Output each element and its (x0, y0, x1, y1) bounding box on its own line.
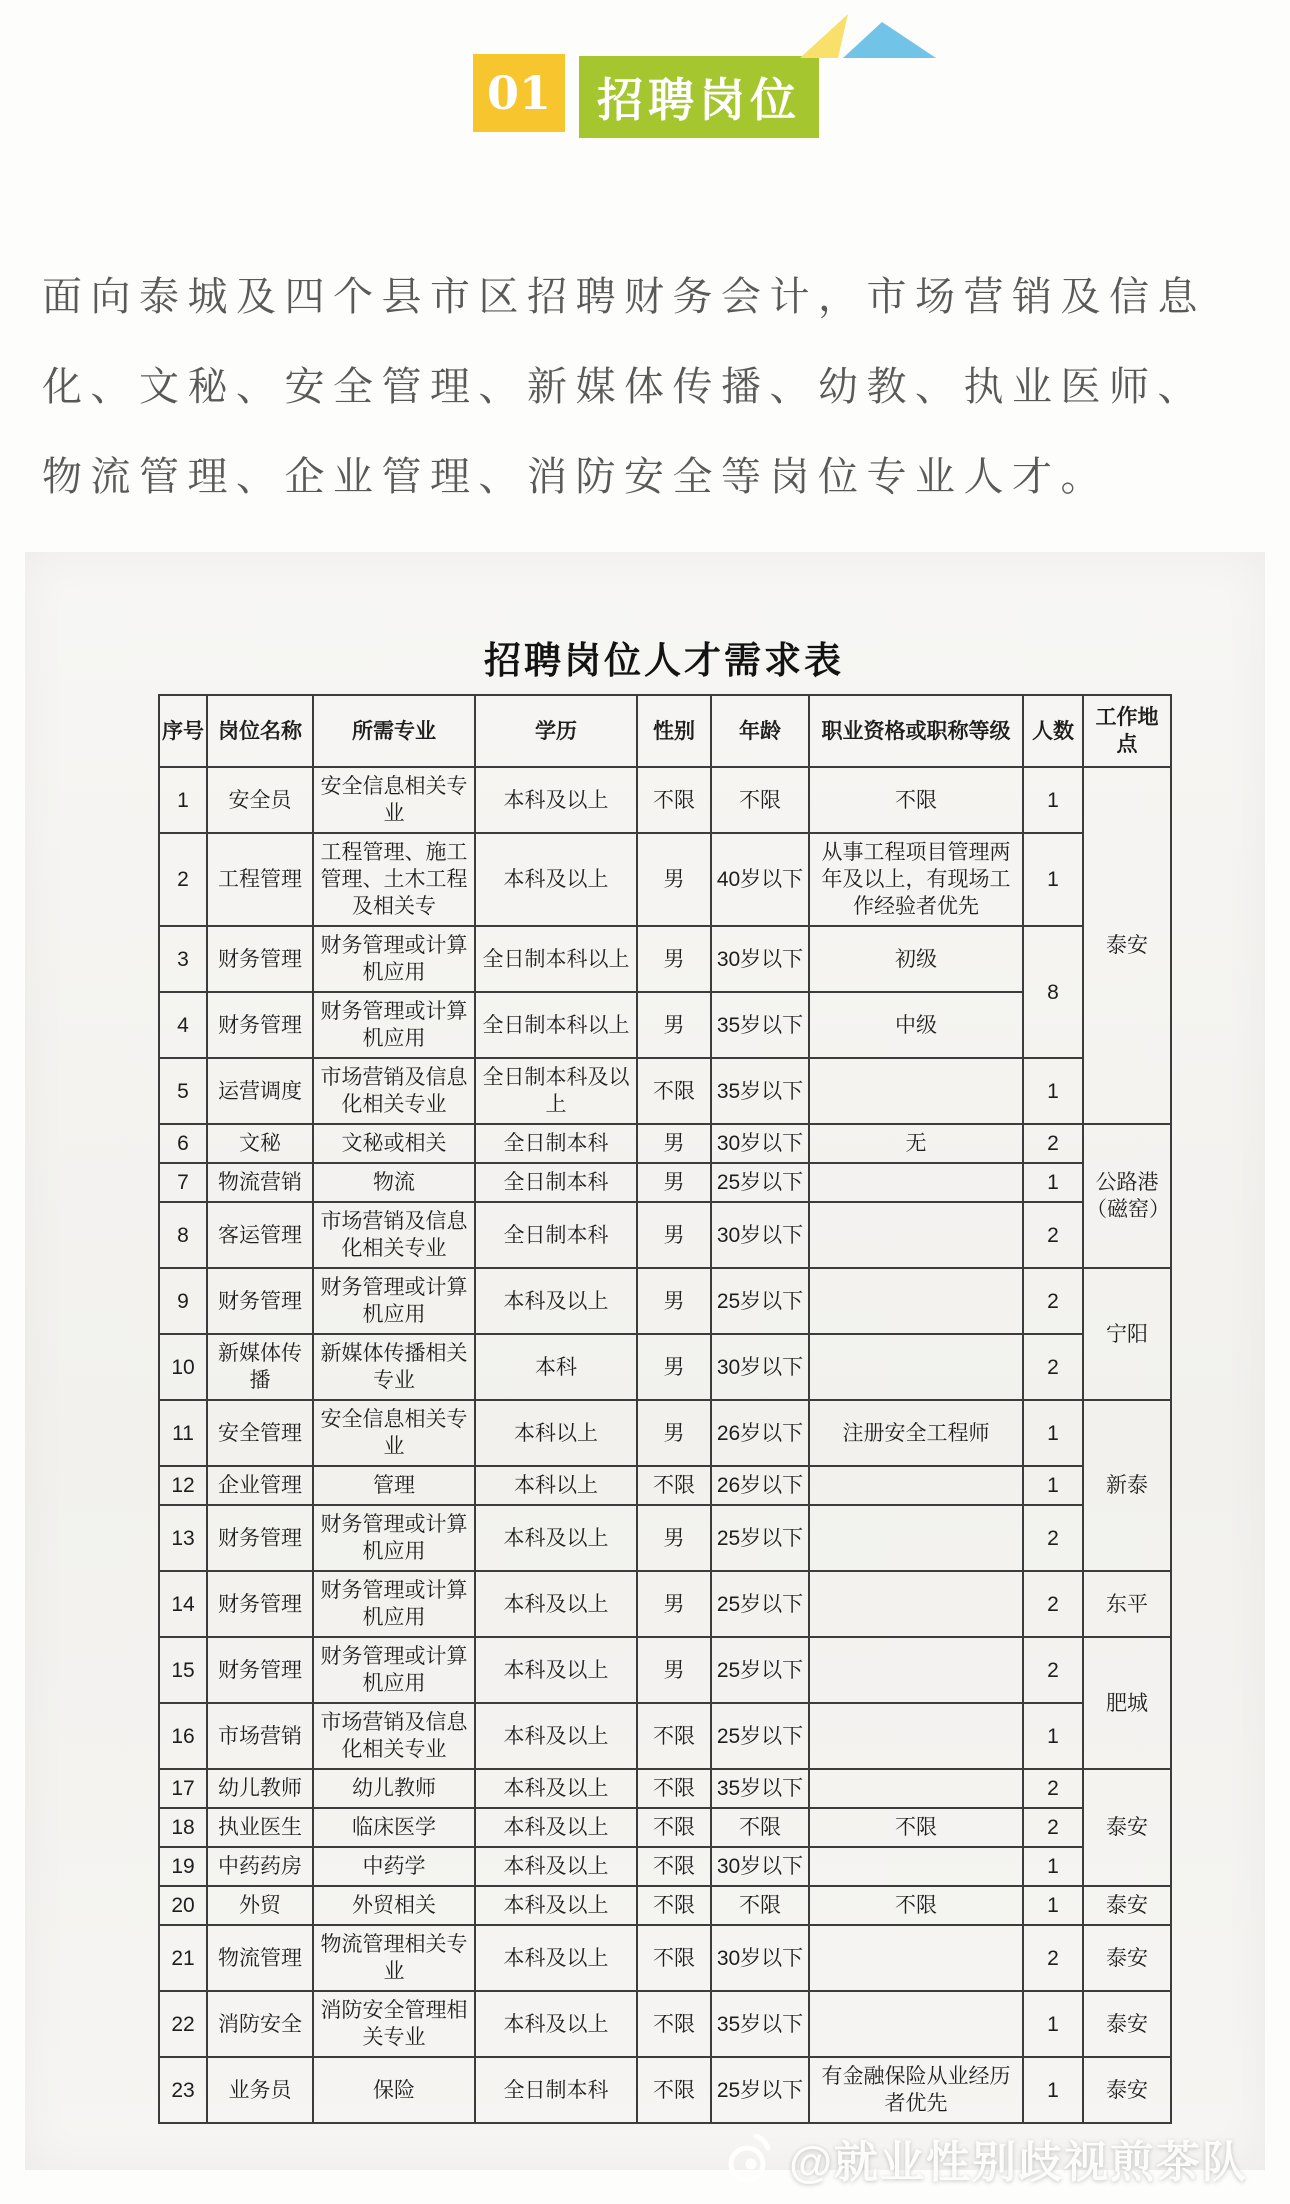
cell-position: 工程管理 (207, 833, 313, 926)
cell-major: 物流 (313, 1163, 475, 1202)
cell-major: 财务管理或计算机应用 (313, 1268, 475, 1334)
cell-position: 财务管理 (207, 926, 313, 992)
cell-gender: 男 (637, 1202, 711, 1268)
column-header-7: 人数 (1023, 695, 1083, 767)
cell-count: 2 (1023, 1925, 1083, 1991)
cell-qualification: 注册安全工程师 (809, 1400, 1023, 1466)
cell-gender: 男 (637, 992, 711, 1058)
cell-location: 泰安 (1083, 1769, 1171, 1886)
cell-location: 公路港（磁窑） (1083, 1124, 1171, 1268)
cell-education: 本科及以上 (475, 833, 637, 926)
table-row (159, 833, 1171, 926)
column-header-8: 工作地点 (1083, 695, 1171, 767)
cell-count: 1 (1023, 1886, 1083, 1925)
cell-major: 财务管理或计算机应用 (313, 1637, 475, 1703)
cell-age: 30岁以下 (711, 1202, 809, 1268)
cell-no: 18 (159, 1808, 207, 1847)
cell-gender: 不限 (637, 1466, 711, 1505)
cell-major: 安全信息相关专业 (313, 767, 475, 833)
table-row (159, 1466, 1171, 1505)
intro-paragraph (42, 252, 1267, 522)
cell-age: 25岁以下 (711, 1571, 809, 1637)
column-header-2: 所需专业 (313, 695, 475, 767)
table-row (159, 1886, 1171, 1925)
cell-education: 本科及以上 (475, 1571, 637, 1637)
cell-no: 2 (159, 833, 207, 926)
table-row (159, 1124, 1171, 1163)
cell-major: 文秘或相关 (313, 1124, 475, 1163)
cell-education: 全日制本科及以上 (475, 1058, 637, 1124)
table-row (159, 992, 1171, 1058)
cell-age: 30岁以下 (711, 926, 809, 992)
cell-gender: 男 (637, 1571, 711, 1637)
cell-no: 5 (159, 1058, 207, 1124)
table-row (159, 1202, 1171, 1268)
cell-count: 1 (1023, 1703, 1083, 1769)
cell-qualification (809, 1703, 1023, 1769)
section-title-badge: 招聘岗位 (579, 56, 819, 138)
cell-qualification (809, 1847, 1023, 1886)
cell-position: 安全员 (207, 767, 313, 833)
cell-gender: 不限 (637, 1991, 711, 2057)
cell-qualification (809, 1769, 1023, 1808)
cell-education: 本科及以上 (475, 1808, 637, 1847)
cell-count: 2 (1023, 1637, 1083, 1703)
cell-no: 1 (159, 767, 207, 833)
cell-qualification (809, 1058, 1023, 1124)
cell-location: 泰安 (1083, 1886, 1171, 1925)
cell-education: 本科以上 (475, 1466, 637, 1505)
cell-location: 东平 (1083, 1571, 1171, 1637)
cell-position: 消防安全 (207, 1991, 313, 2057)
table-row (159, 1268, 1171, 1334)
cell-qualification: 无 (809, 1124, 1023, 1163)
column-header-6: 职业资格或职称等级 (809, 695, 1023, 767)
column-header-4: 性别 (637, 695, 711, 767)
cell-gender: 不限 (637, 1058, 711, 1124)
cell-no: 9 (159, 1268, 207, 1334)
cell-count: 2 (1023, 1202, 1083, 1268)
cell-count: 2 (1023, 1505, 1083, 1571)
table-row (159, 767, 1171, 833)
table-row (159, 1808, 1171, 1847)
cell-no: 16 (159, 1703, 207, 1769)
column-header-1: 岗位名称 (207, 695, 313, 767)
cell-count: 1 (1023, 833, 1083, 926)
cell-age: 25岁以下 (711, 1703, 809, 1769)
cell-qualification (809, 1571, 1023, 1637)
cell-education: 本科及以上 (475, 1703, 637, 1769)
column-header-3: 学历 (475, 695, 637, 767)
cell-location: 泰安 (1083, 1925, 1171, 1991)
cell-age: 35岁以下 (711, 1991, 809, 2057)
cell-no: 22 (159, 1991, 207, 2057)
cell-qualification (809, 1505, 1023, 1571)
cell-gender: 男 (637, 1268, 711, 1334)
cell-qualification (809, 1334, 1023, 1400)
cell-major: 幼儿教师 (313, 1769, 475, 1808)
cell-major: 安全信息相关专业 (313, 1400, 475, 1466)
cell-position: 企业管理 (207, 1466, 313, 1505)
section-number-badge: 01 (473, 54, 565, 132)
cell-major: 市场营销及信息化相关专业 (313, 1703, 475, 1769)
table-row (159, 1058, 1171, 1124)
cell-education: 本科及以上 (475, 1637, 637, 1703)
cell-education: 本科及以上 (475, 767, 637, 833)
watermark (723, 2126, 1248, 2190)
cell-position: 财务管理 (207, 1505, 313, 1571)
cell-gender: 男 (637, 926, 711, 992)
cell-count: 2 (1023, 1769, 1083, 1808)
table-row (159, 1769, 1171, 1808)
cell-no: 6 (159, 1124, 207, 1163)
cell-gender: 男 (637, 1334, 711, 1400)
cell-count: 1 (1023, 1058, 1083, 1124)
cell-position: 财务管理 (207, 1571, 313, 1637)
cell-position: 中药药房 (207, 1847, 313, 1886)
cell-age: 25岁以下 (711, 2057, 809, 2123)
cell-count: 1 (1023, 767, 1083, 833)
weibo-watermark-icon (723, 2130, 777, 2186)
table-row (159, 1505, 1171, 1571)
cell-position: 物流管理 (207, 1925, 313, 1991)
cell-position: 执业医生 (207, 1808, 313, 1847)
cell-gender: 不限 (637, 767, 711, 833)
cell-no: 21 (159, 1925, 207, 1991)
cell-education: 本科及以上 (475, 1268, 637, 1334)
cell-major: 财务管理或计算机应用 (313, 1571, 475, 1637)
cell-age: 35岁以下 (711, 1769, 809, 1808)
cell-major: 市场营销及信息化相关专业 (313, 1058, 475, 1124)
cell-qualification: 中级 (809, 992, 1023, 1058)
cell-position: 安全管理 (207, 1400, 313, 1466)
cell-position: 幼儿教师 (207, 1769, 313, 1808)
cell-education: 本科及以上 (475, 1925, 637, 1991)
cell-count: 1 (1023, 1991, 1083, 2057)
cell-position: 外贸 (207, 1886, 313, 1925)
cell-location: 泰安 (1083, 767, 1171, 1124)
cell-major: 物流管理相关专业 (313, 1925, 475, 1991)
cell-count: 2 (1023, 1334, 1083, 1400)
cell-no: 11 (159, 1400, 207, 1466)
cell-location: 泰安 (1083, 2057, 1171, 2123)
cell-position: 客运管理 (207, 1202, 313, 1268)
decorative-triangles-icon (798, 14, 938, 60)
cell-count: 1 (1023, 1163, 1083, 1202)
cell-qualification: 有金融保险从业经历者优先 (809, 2057, 1023, 2123)
cell-education: 全日制本科 (475, 2057, 637, 2123)
cell-education: 全日制本科 (475, 1202, 637, 1268)
cell-gender: 男 (637, 1505, 711, 1571)
cell-count: 2 (1023, 1268, 1083, 1334)
intro-line-2: 化、文秘、安全管理、新媒体传播、幼教、执业医师、 (42, 365, 1206, 409)
cell-age: 25岁以下 (711, 1505, 809, 1571)
table-row (159, 1163, 1171, 1202)
cell-major: 保险 (313, 2057, 475, 2123)
cell-major: 外贸相关 (313, 1886, 475, 1925)
cell-major: 临床医学 (313, 1808, 475, 1847)
cell-age: 不限 (711, 767, 809, 833)
cell-qualification: 不限 (809, 767, 1023, 833)
cell-position: 财务管理 (207, 992, 313, 1058)
cell-major: 财务管理或计算机应用 (313, 926, 475, 992)
cell-position: 业务员 (207, 2057, 313, 2123)
cell-gender: 不限 (637, 1925, 711, 1991)
cell-education: 本科及以上 (475, 1847, 637, 1886)
cell-no: 10 (159, 1334, 207, 1400)
cell-age: 25岁以下 (711, 1268, 809, 1334)
cell-age: 30岁以下 (711, 1334, 809, 1400)
cell-major: 新媒体传播相关专业 (313, 1334, 475, 1400)
cell-age: 25岁以下 (711, 1637, 809, 1703)
cell-position: 文秘 (207, 1124, 313, 1163)
cell-no: 3 (159, 926, 207, 992)
table-row (159, 926, 1171, 992)
cell-no: 14 (159, 1571, 207, 1637)
table-row (159, 1334, 1171, 1400)
cell-gender: 男 (637, 1124, 711, 1163)
cell-gender: 不限 (637, 1886, 711, 1925)
recruitment-table (158, 694, 1172, 2124)
cell-education: 本科 (475, 1334, 637, 1400)
cell-location: 肥城 (1083, 1637, 1171, 1769)
column-header-5: 年龄 (711, 695, 809, 767)
cell-count: 2 (1023, 1571, 1083, 1637)
cell-qualification (809, 1163, 1023, 1202)
cell-no: 7 (159, 1163, 207, 1202)
cell-major: 管理 (313, 1466, 475, 1505)
cell-education: 全日制本科以上 (475, 992, 637, 1058)
cell-major: 工程管理、施工管理、土木工程及相关专 (313, 833, 475, 926)
cell-count: 1 (1023, 1400, 1083, 1466)
cell-age: 35岁以下 (711, 992, 809, 1058)
intro-line-1: 面向泰城及四个县市区招聘财务会计，市场营销及信息 (42, 275, 1206, 319)
cell-gender: 不限 (637, 2057, 711, 2123)
cell-no: 23 (159, 2057, 207, 2123)
table-row (159, 1991, 1171, 2057)
cell-gender: 不限 (637, 1703, 711, 1769)
cell-position: 财务管理 (207, 1637, 313, 1703)
cell-major: 市场营销及信息化相关专业 (313, 1202, 475, 1268)
cell-major: 中药学 (313, 1847, 475, 1886)
table-row (159, 1847, 1171, 1886)
cell-no: 15 (159, 1637, 207, 1703)
cell-no: 8 (159, 1202, 207, 1268)
cell-gender: 不限 (637, 1847, 711, 1886)
cell-education: 本科及以上 (475, 1505, 637, 1571)
cell-position: 新媒体传播 (207, 1334, 313, 1400)
cell-gender: 男 (637, 1163, 711, 1202)
cell-count: 1 (1023, 1847, 1083, 1886)
cell-qualification (809, 1637, 1023, 1703)
cell-qualification: 不限 (809, 1886, 1023, 1925)
cell-age: 30岁以下 (711, 1847, 809, 1886)
table-row (159, 1637, 1171, 1703)
table-row (159, 2057, 1171, 2123)
watermark-text: @就业性别歧视煎茶队 (789, 2138, 1248, 2187)
cell-education: 全日制本科以上 (475, 926, 637, 992)
cell-position: 运营调度 (207, 1058, 313, 1124)
table-photo (25, 552, 1265, 2170)
cell-no: 4 (159, 992, 207, 1058)
cell-no: 20 (159, 1886, 207, 1925)
cell-major: 财务管理或计算机应用 (313, 1505, 475, 1571)
cell-education: 本科及以上 (475, 1991, 637, 2057)
cell-qualification (809, 1268, 1023, 1334)
cell-location: 新泰 (1083, 1400, 1171, 1571)
table-row (159, 1703, 1171, 1769)
cell-qualification: 初级 (809, 926, 1023, 992)
intro-line-3: 物流管理、企业管理、消防安全等岗位专业人才。 (42, 455, 1109, 499)
cell-count: 8 (1023, 926, 1083, 1058)
cell-no: 19 (159, 1847, 207, 1886)
cell-count: 2 (1023, 1124, 1083, 1163)
cell-age: 26岁以下 (711, 1466, 809, 1505)
cell-count: 1 (1023, 1466, 1083, 1505)
cell-position: 市场营销 (207, 1703, 313, 1769)
cell-major: 消防安全管理相关专业 (313, 1991, 475, 2057)
cell-qualification (809, 1925, 1023, 1991)
cell-education: 全日制本科 (475, 1163, 637, 1202)
cell-education: 本科及以上 (475, 1769, 637, 1808)
cell-age: 25岁以下 (711, 1163, 809, 1202)
cell-education: 本科及以上 (475, 1886, 637, 1925)
cell-qualification (809, 1466, 1023, 1505)
cell-gender: 男 (637, 1400, 711, 1466)
cell-age: 不限 (711, 1808, 809, 1847)
cell-education: 全日制本科 (475, 1124, 637, 1163)
cell-education: 本科以上 (475, 1400, 637, 1466)
cell-age: 26岁以下 (711, 1400, 809, 1466)
table-title: 招聘岗位人才需求表 (484, 638, 844, 682)
cell-gender: 不限 (637, 1769, 711, 1808)
table-row (159, 1925, 1171, 1991)
cell-position: 物流营销 (207, 1163, 313, 1202)
cell-major: 财务管理或计算机应用 (313, 992, 475, 1058)
column-header-0: 序号 (159, 695, 207, 767)
cell-age: 30岁以下 (711, 1124, 809, 1163)
cell-gender: 男 (637, 1637, 711, 1703)
cell-no: 13 (159, 1505, 207, 1571)
cell-age: 30岁以下 (711, 1925, 809, 1991)
cell-qualification: 不限 (809, 1808, 1023, 1847)
cell-count: 2 (1023, 1808, 1083, 1847)
cell-gender: 不限 (637, 1808, 711, 1847)
table-row (159, 1400, 1171, 1466)
cell-no: 17 (159, 1769, 207, 1808)
cell-location: 泰安 (1083, 1991, 1171, 2057)
cell-location: 宁阳 (1083, 1268, 1171, 1400)
table-header-row (159, 695, 1171, 767)
cell-count: 1 (1023, 2057, 1083, 2123)
cell-age: 40岁以下 (711, 833, 809, 926)
cell-age: 35岁以下 (711, 1058, 809, 1124)
cell-qualification (809, 1991, 1023, 2057)
cell-qualification (809, 1202, 1023, 1268)
cell-age: 不限 (711, 1886, 809, 1925)
cell-position: 财务管理 (207, 1268, 313, 1334)
cell-no: 12 (159, 1466, 207, 1505)
cell-gender: 男 (637, 833, 711, 926)
table-row (159, 1571, 1171, 1637)
cell-qualification: 从事工程项目管理两年及以上，有现场工作经验者优先 (809, 833, 1023, 926)
